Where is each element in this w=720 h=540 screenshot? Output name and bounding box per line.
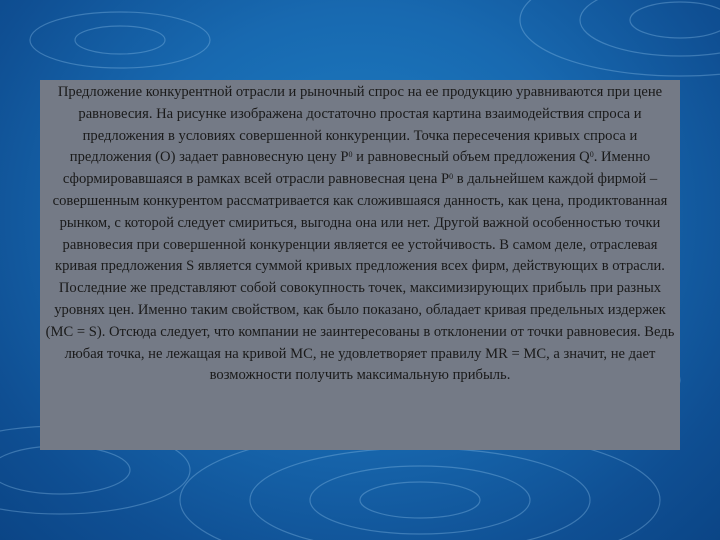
quantity-subscript: 0 <box>589 150 594 160</box>
paragraph-part-3: . Именно сформировавшаяся в рамках всей отрасли равновесная цена Р <box>62 149 651 188</box>
paragraph-part-2: и равновесный объем предложения Q <box>352 149 590 166</box>
paragraph-part-4: в дальнейшем каждой фирмой – совершенным конкурентом рассматривается как сложившаяся данность, как цена, продиктованная рынком, с которой следует смириться, выгодна она или нет. Другой важной особенностью точки равновесия при совершенной конкуренции является ее устойчивость. В самом деле, отраслевая кривая предложения S является суммой кривых предложения всех фирм, действующих в отрасли. Последние же представляют собой совокупность точек, максимизирующих прибыль при разных уровнях цен. Именно таким свойством, как было показано, обладает кривая предельных издержек (МС = S). Отсюда следует, что компании не заинтересованы в отклонении от точки равновесия. Ведь любая точка, не лежащая на кривой МС, не удовлетворяет правилу MR = МС, а значит, не дает возможности получить максимальную прибыль. <box>45 171 675 384</box>
text-block <box>40 80 680 450</box>
price-subscript-2: 0 <box>449 172 454 182</box>
price-subscript: 0 <box>348 150 353 160</box>
body-paragraph <box>44 82 676 387</box>
paragraph-part-1: Предложение конкурентной отрасли и рыночный спрос на ее продукцию уравниваются при цене равновесия. На рисунке изображена достаточно простая картина взаимодействия спроса и предложения в условиях совершенной конкуренции. Точка пересечения кривых спроса и предложения (О) задает равновесную цену Р <box>57 84 663 166</box>
